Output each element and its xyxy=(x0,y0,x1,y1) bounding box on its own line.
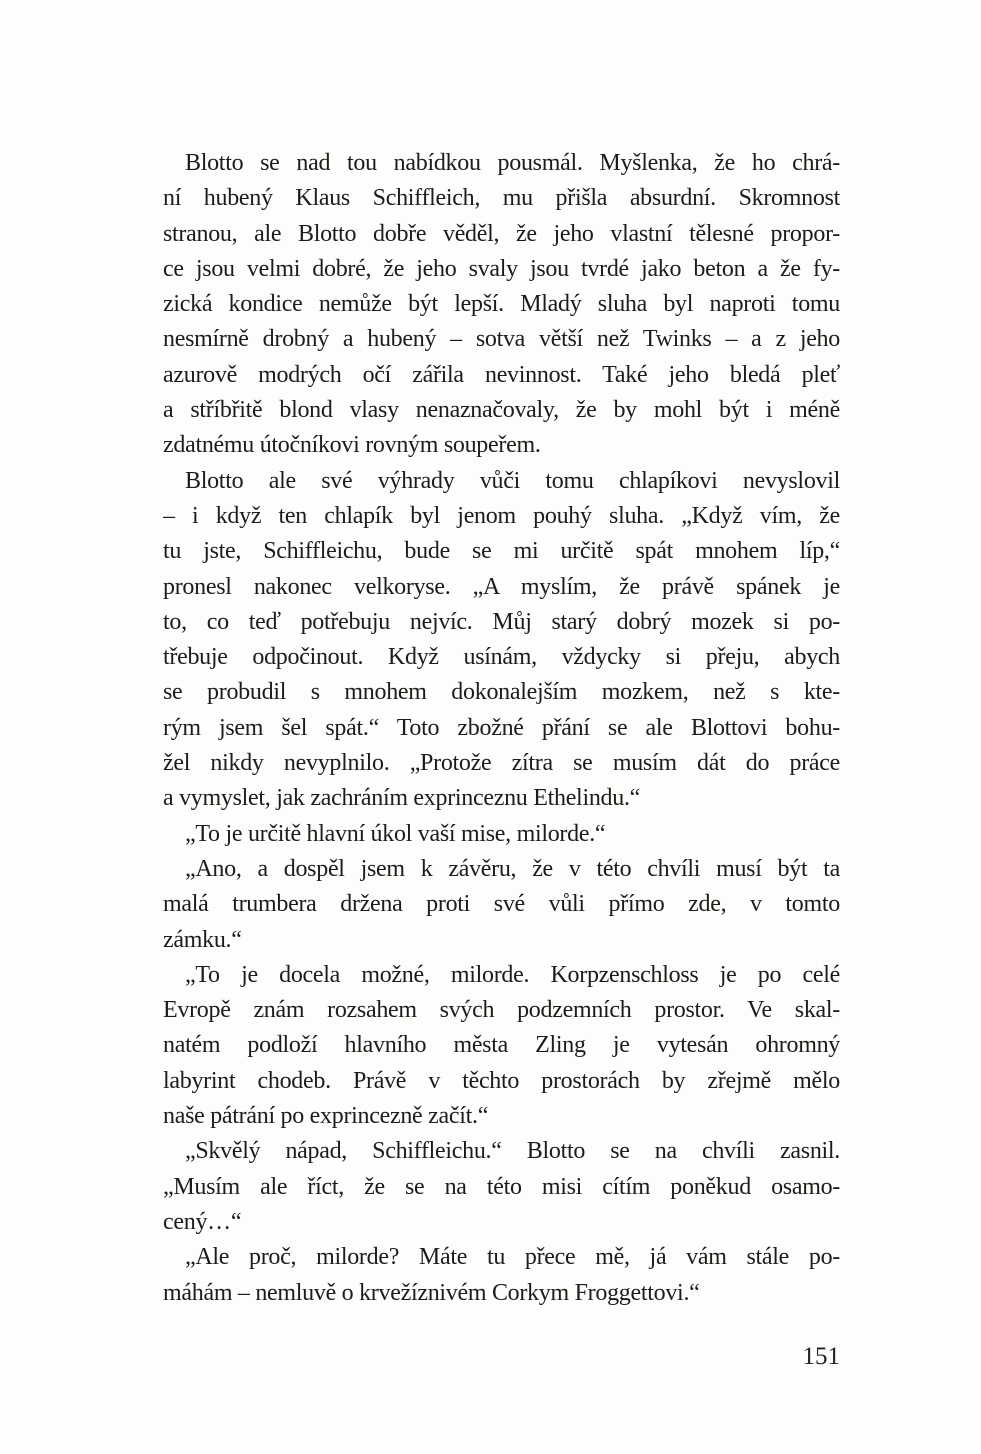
paragraph xyxy=(163,817,840,852)
text-line: nesmírně drobný a hubený – sotva větší než Twinks – a z jeho xyxy=(163,326,840,353)
text-line: Blotto se nad tou nabídkou pousmál. Myšlenka, že ho chrá- xyxy=(185,150,840,176)
text-line: a stříbřitě blond vlasy nenaznačovaly, že by mohl být i méně xyxy=(163,397,840,424)
text-line: pronesl nakonec velkoryse. „A myslím, že právě spánek je xyxy=(163,573,840,600)
text-line: Evropě znám rozsahem svých podzemních prostor. Ve skal- xyxy=(163,997,840,1024)
text-line: zdatnému útočníkovi rovným soupeřem. xyxy=(163,432,541,459)
text-block xyxy=(163,146,840,1311)
text-line: „Ano, a dospěl jsem k závěru, že v této chvíli musí být ta xyxy=(185,855,840,882)
text-line: azurově modrých očí zářila nevinnost. Také jeho bledá pleť xyxy=(163,361,840,388)
text-line: zická kondice nemůže být lepší. Mladý sluha byl naproti tomu xyxy=(163,291,840,318)
text-line: cený…“ xyxy=(163,1208,242,1235)
paragraph xyxy=(163,1134,840,1240)
text-line: „Musím ale říct, že se na této misi cítím poněkud osamo- xyxy=(163,1173,840,1200)
text-line: rým jsem šel spát.“ Toto zbožné přání se ale Blottovi bohu- xyxy=(163,714,840,741)
text-line: tu jste, Schiffleichu, bude se mi určitě spát mnohem líp,“ xyxy=(163,538,840,565)
text-line: labyrint chodeb. Právě v těchto prostorách by zřejmě mělo xyxy=(163,1067,840,1094)
text-line: ce jsou velmi dobré, že jeho svaly jsou tvrdé jako beton a že fy- xyxy=(163,255,840,282)
text-line: stranou, ale Blotto dobře věděl, že jeho vlastní tělesné propor- xyxy=(163,220,840,247)
text-line: máhám – nemluvě o krvežíznivém Corkym Froggettovi.“ xyxy=(163,1279,700,1306)
text-line: malá trumbera držena proti své vůli přímo zde, v tomto xyxy=(163,891,840,918)
text-line: zámku.“ xyxy=(163,926,242,953)
text-line: natém podloží hlavního města Zling je vytesán ohromný xyxy=(163,1032,840,1059)
paragraph xyxy=(163,146,840,464)
text-line: třebuje odpočinout. Když usínám, vždycky si přeju, abych xyxy=(163,644,840,671)
text-line: Blotto ale své výhrady vůči tomu chlapíkovi nevyslovil xyxy=(185,467,840,494)
paragraph xyxy=(163,1240,840,1311)
page-number: 151 xyxy=(802,1343,840,1370)
text-line: „Ale proč, milorde? Máte tu přece mě, já vám stále po- xyxy=(185,1244,840,1271)
text-line: naše pátrání po exprincezně začít.“ xyxy=(163,1103,489,1130)
text-line: „Skvělý nápad, Schiffleichu.“ Blotto se na chvíli zasnil. xyxy=(185,1138,840,1165)
text-line: „To je určitě hlavní úkol vaší mise, milorde.“ xyxy=(185,820,606,847)
text-line: to, co teď potřebuju nejvíc. Můj starý dobrý mozek si po- xyxy=(163,608,840,635)
text-line: – i když ten chlapík byl jenom pouhý sluha. „Když vím, že xyxy=(163,502,840,529)
text-line: „To je docela možné, milorde. Korpzenschloss je po celé xyxy=(185,961,840,988)
paragraph xyxy=(163,852,840,958)
text-line: žel nikdy nevyplnilo. „Protože zítra se musím dát do práce xyxy=(163,750,840,777)
paragraph xyxy=(163,958,840,1134)
paragraph xyxy=(163,464,840,817)
text-line: a vymyslet, jak zachráním exprinceznu Ethelindu.“ xyxy=(163,785,641,812)
text-line: se probudil s mnohem dokonalejším mozkem, než s kte- xyxy=(163,679,840,706)
text-line: ní hubený Klaus Schiffleich, mu přišla absurdní. Skromnost xyxy=(163,185,840,212)
